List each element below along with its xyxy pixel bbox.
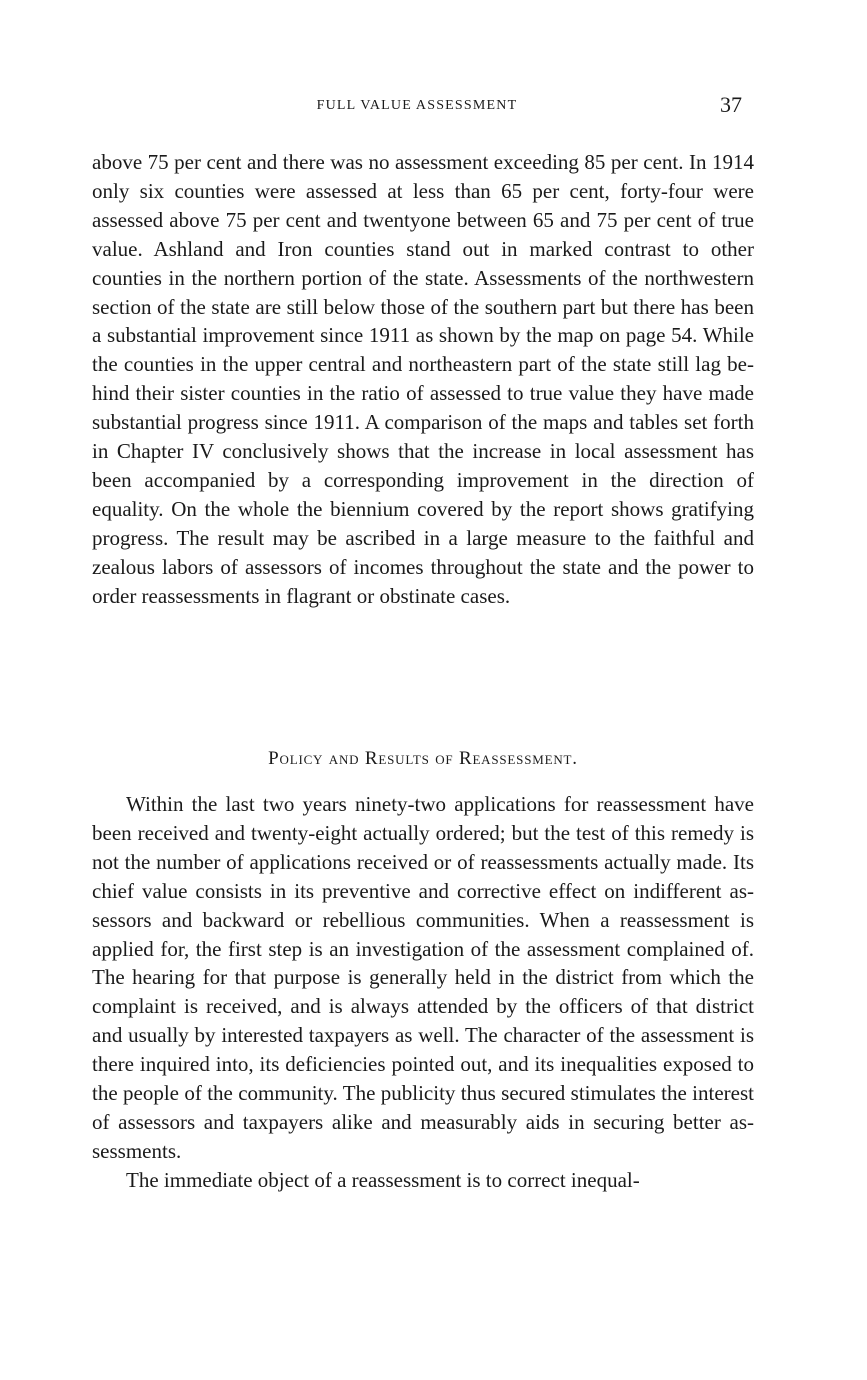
paragraph-continued: above 75 per cent and there was no assessment exceeding 85 per cent. In 1914 only six counties were assessed at less than 65 per cent, forty-four were assessed above 75 per cent and twentyone between 65 and 75 per cent of true value. Ashland and Iron counties stand out in marked contrast to other counties in the northern portion of the state. Assessments of the northwestern section of the state are still below those of the southern part but there has been a substantial improvement since 1911 as shown by the map on page 54. While the counties in the upper central and northeastern part of the state still lag behind their sister counties in the ratio of assessed to true value they have made substantial progress since 1911. A comparison of the maps and tables set forth in Chapter IV conclusively shows that the increase in local assessment has been accompanied by a corresponding improvement in the direction of equality. On the whole the biennium covered by the report shows gratifying progress. The result may be ascribed in a large measure to the faithful and zealous labors of assessors of incomes throughout the state and the power to order reassessments in flagrant or obstinate cases. [92,150,754,608]
page-number: 37 [720,92,742,117]
running-title: FULL VALUE ASSESSMENT [316,98,518,113]
section-heading: Policy and Results of Reassessment. [268,748,578,769]
running-head [92,94,742,120]
paragraph-reassessment: Within the last two years ninety-two applications for reassessment have been received and twenty-eight actually ordered; but the test of this remedy is not the number of applications received or of reassessments actually made. Its chief value consists in its preventive and corrective effect on indifferent assessors and backward or rebellious communities. When a reassessment is applied for, the first step is an investigation of the assessment complained of. The hearing for that purpose is generally held in the district from which the complaint is received, and is always attended by the officers of that district and usually by interested taxpayers as well. The character of the assessment is there inquired into, its deficiencies pointed out, and its inequalities exposed to the people of the community. The publicity thus secured stimulates the interest of assessors and taxpayers alike and measurably aids in securing better assessments. [92,792,754,1163]
body-text-upper [92,148,754,611]
paragraph-immediate-object: The immediate object of a reassessment is to correct inequal- [126,1167,640,1192]
body-text-lower [92,790,754,1195]
